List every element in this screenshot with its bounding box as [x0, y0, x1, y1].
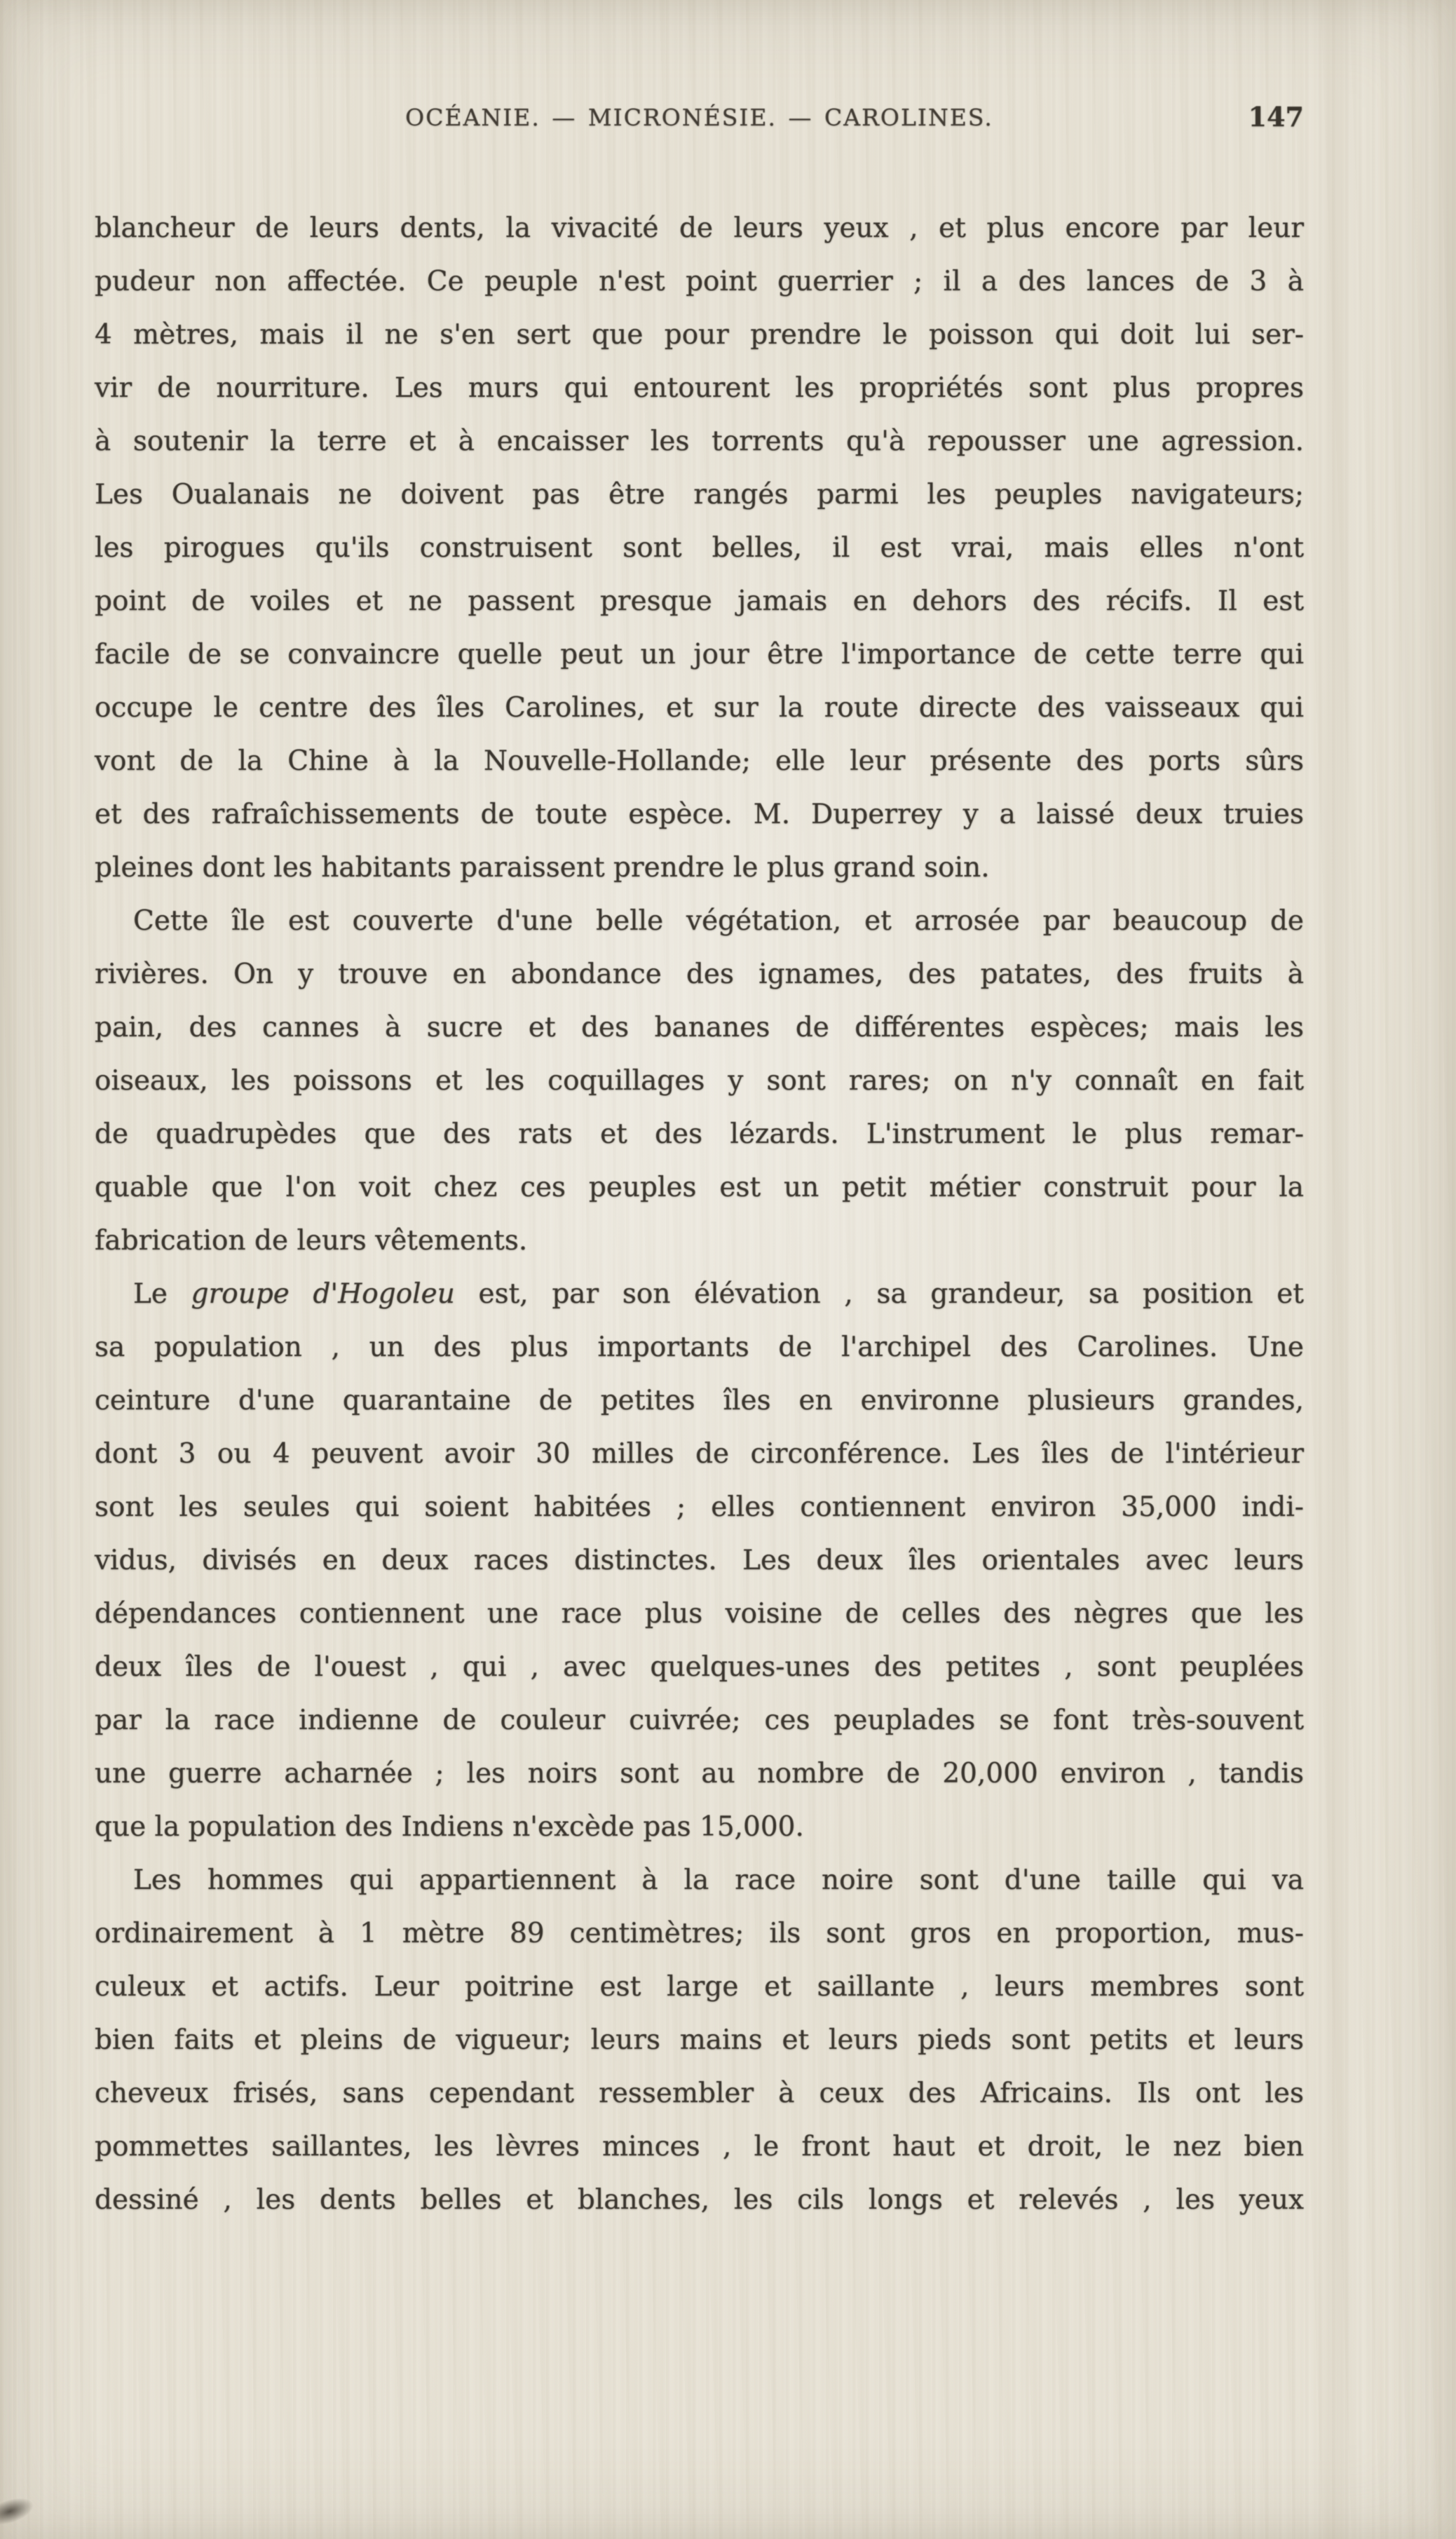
text-line: sont les seules qui soient habitées ; elles contiennent environ 35,000 indi-	[95, 1491, 1304, 1523]
text-line: dont 3 ou 4 peuvent avoir 30 milles de circonférence. Les îles de l'intérieur	[95, 1438, 1304, 1470]
text-line: Cette île est couverte d'une belle végétation, et arrosée par beaucoup de	[133, 905, 1304, 937]
text-line: fabrication de leurs vêtements.	[95, 1225, 528, 1257]
text-line: occupe le centre des îles Carolines, et sur la route directe des vaisseaux qui	[95, 692, 1304, 724]
scan-smudge	[0, 2492, 38, 2527]
text-line: et des rafraîchissements de toute espèce. M. Duperrey y a laissé deux truies	[95, 799, 1304, 830]
text-line: de quadrupèdes que des rats et des lézards. L'instrument le plus remar-	[95, 1118, 1304, 1150]
paragraph	[95, 1854, 1304, 2227]
page-number: 147	[1248, 101, 1304, 133]
scan-artifact-band	[1317, 0, 1366, 2539]
text-line: Les hommes qui appartiennent à la race noire sont d'une taille qui va	[133, 1864, 1304, 1896]
text-line: culeux et actifs. Leur poitrine est large et saillante , leurs membres sont	[95, 1971, 1304, 2003]
text-line: rivières. On y trouve en abondance des ignames, des patates, des fruits à	[95, 959, 1304, 990]
text-line: blancheur de leurs dents, la vivacité de leurs yeux , et plus encore par leur	[95, 212, 1304, 244]
text-line: pudeur non affectée. Ce peuple n'est point guerrier ; il a des lances de 3 à	[95, 266, 1304, 297]
text-line: quable que l'on voit chez ces peuples est un petit métier construit pour la	[95, 1172, 1304, 1203]
text-line: bien faits et pleins de vigueur; leurs mains et leurs pieds sont petits et leurs	[95, 2024, 1304, 2056]
text-line: vont de la Chine à la Nouvelle-Hollande; elle leur présente des ports sûrs	[95, 745, 1304, 777]
text-line: 4 mètres, mais il ne s'en sert que pour prendre le poisson qui doit lui ser-	[95, 319, 1304, 351]
text-line: oiseaux, les poissons et les coquillages y sont rares; on n'y connaît en fait	[95, 1065, 1304, 1097]
text-line: dépendances contiennent une race plus voisine de celles des nègres que les	[95, 1598, 1304, 1630]
italic-phrase: groupe d'Hogoleu	[191, 1278, 455, 1310]
text-line: vidus, divisés en deux races distinctes. Les deux îles orientales avec leurs	[95, 1545, 1304, 1576]
text-line: que la population des Indiens n'excède pas 15,000.	[95, 1811, 804, 1843]
text-line: une guerre acharnée ; les noirs sont au nombre de 20,000 environ , tandis	[95, 1758, 1304, 1789]
text-segment: est, par son élévation , sa grandeur, sa position et	[454, 1278, 1304, 1310]
text-line: point de voiles et ne passent presque jamais en dehors des récifs. Il est	[95, 585, 1304, 617]
text-line: pommettes saillantes, les lèvres minces , le front haut et droit, le nez bien	[95, 2131, 1304, 2162]
text-segment: Le	[133, 1278, 191, 1310]
text-line: Les Oualanais ne doivent pas être rangés parmi les peuples navigateurs;	[95, 479, 1304, 510]
paragraph	[95, 895, 1304, 1268]
text-line: pleines dont les habitants paraissent prendre le plus grand soin.	[95, 852, 990, 883]
text-line: facile de se convaincre quelle peut un jour être l'importance de cette terre qui	[95, 639, 1304, 670]
text-line: à soutenir la terre et à encaisser les torrents qu'à repousser une agression.	[95, 426, 1304, 457]
text-line: par la race indienne de couleur cuivrée; ces peuplades se font très-souvent	[95, 1705, 1304, 1736]
text-line: dessiné , les dents belles et blanches, les cils longs et relevés , les yeux	[95, 2184, 1304, 2216]
text-line: deux îles de l'ouest , qui , avec quelques-unes des petites , sont peuplées	[95, 1651, 1304, 1683]
text-line: les pirogues qu'ils construisent sont belles, il est vrai, mais elles n'ont	[95, 532, 1304, 564]
text-line	[95, 1268, 1304, 1321]
paragraph	[95, 202, 1304, 895]
text-line: sa population , un des plus importants de l'archipel des Carolines. Une	[95, 1332, 1304, 1363]
text-line: ceinture d'une quarantaine de petites îles en environne plusieurs grandes,	[95, 1385, 1304, 1416]
page-header	[95, 101, 1304, 140]
running-header-title: OCÉANIE. — MICRONÉSIE. — CAROLINES.	[405, 104, 993, 131]
text-line: pain, des cannes à sucre et des bananes de différentes espèces; mais les	[95, 1012, 1304, 1043]
page-body	[95, 202, 1304, 2227]
paragraph	[95, 1268, 1304, 1854]
text-line: cheveux frisés, sans cependant ressembler à ceux des Africains. Ils ont les	[95, 2078, 1304, 2109]
text-line: vir de nourriture. Les murs qui entourent les propriétés sont plus propres	[95, 372, 1304, 404]
text-line: ordinairement à 1 mètre 89 centimètres; ils sont gros en proportion, mus-	[95, 1918, 1304, 1949]
